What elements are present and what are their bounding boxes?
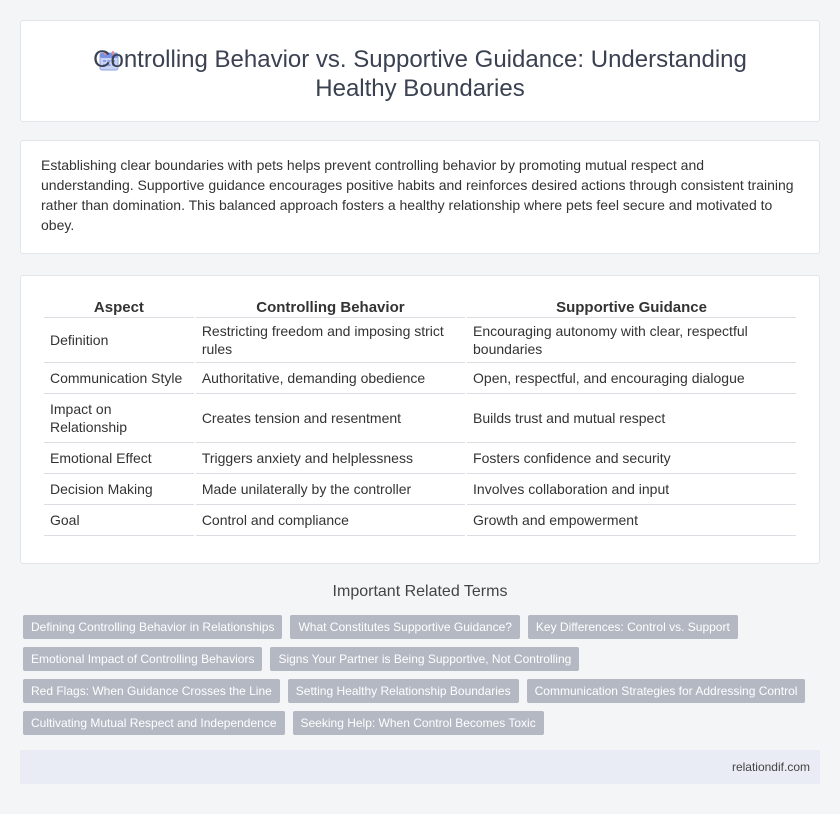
intro-paragraph: Establishing clear boundaries with pets helps prevent controlling behavior by promoting mutual respect and understanding. Supportive guidance encourages positive habits and reinforces desired actions through consistent training rather than domination. This balanced approach fosters a healthy relationship where pets feel secure and motivated to obey.	[41, 157, 794, 233]
table-cell: Encouraging autonomy with clear, respectful boundaries	[467, 318, 796, 363]
table-cell: Involves collaboration and input	[467, 474, 796, 505]
related-tag[interactable]: Communication Strategies for Addressing Control	[527, 679, 806, 703]
table-cell: Authoritative, demanding obedience	[196, 363, 465, 394]
table-cell: Builds trust and mutual respect	[467, 394, 796, 443]
intro-card	[20, 140, 820, 254]
footer	[20, 750, 820, 784]
table-header-row	[44, 296, 796, 318]
table-row	[44, 318, 796, 363]
related-tag[interactable]: Setting Healthy Relationship Boundaries	[288, 679, 519, 703]
footer-site[interactable]: relationdif.com	[731, 760, 810, 774]
related-tag[interactable]: What Constitutes Supportive Guidance?	[290, 615, 519, 639]
table-cell: Growth and empowerment	[467, 505, 796, 536]
table-row	[44, 363, 796, 394]
related-tag[interactable]: Key Differences: Control vs. Support	[528, 615, 738, 639]
table-cell: Made unilaterally by the controller	[196, 474, 465, 505]
related-tag[interactable]: Defining Controlling Behavior in Relationships	[23, 615, 282, 639]
table-cell: Impact on Relationship	[44, 394, 194, 443]
tag-row	[23, 647, 823, 671]
comparison-card	[20, 275, 820, 564]
table-row	[44, 394, 796, 443]
related-tag[interactable]: Signs Your Partner is Being Supportive, Not Controlling	[270, 647, 579, 671]
table-cell: Communication Style	[44, 363, 194, 394]
table-cell: Open, respectful, and encouraging dialogue	[467, 363, 796, 394]
tag-row	[23, 615, 823, 639]
table-row	[44, 474, 796, 505]
comparison-table	[42, 296, 798, 536]
table-cell: Triggers anxiety and helplessness	[196, 443, 465, 474]
related-tag[interactable]: Emotional Impact of Controlling Behaviors	[23, 647, 262, 671]
table-row	[44, 443, 796, 474]
table-cell: Restricting freedom and imposing strict rules	[196, 318, 465, 363]
table-cell: Goal	[44, 505, 194, 536]
header-card	[20, 20, 820, 122]
related-terms	[23, 615, 823, 743]
related-terms-title: Important Related Terms	[332, 583, 508, 600]
tag-row	[23, 711, 823, 735]
table-cell: Decision Making	[44, 474, 194, 505]
page-title: Controlling Behavior vs. Supportive Guidance: Understanding Healthy Boundaries	[93, 46, 747, 102]
table-cell: Creates tension and resentment	[196, 394, 465, 443]
header-controlling: Controlling Behavior	[196, 296, 465, 318]
table-cell: Definition	[44, 318, 194, 363]
table-cell: Control and compliance	[196, 505, 465, 536]
table-row	[44, 505, 796, 536]
related-tag[interactable]: Red Flags: When Guidance Crosses the Line	[23, 679, 280, 703]
table-cell: Fosters confidence and security	[467, 443, 796, 474]
related-tag[interactable]: Cultivating Mutual Respect and Independence	[23, 711, 285, 735]
tag-row	[23, 679, 823, 703]
related-tag[interactable]: Seeking Help: When Control Becomes Toxic	[293, 711, 544, 735]
header-aspect: Aspect	[44, 296, 194, 318]
header-supportive: Supportive Guidance	[467, 296, 796, 318]
table-cell: Emotional Effect	[44, 443, 194, 474]
